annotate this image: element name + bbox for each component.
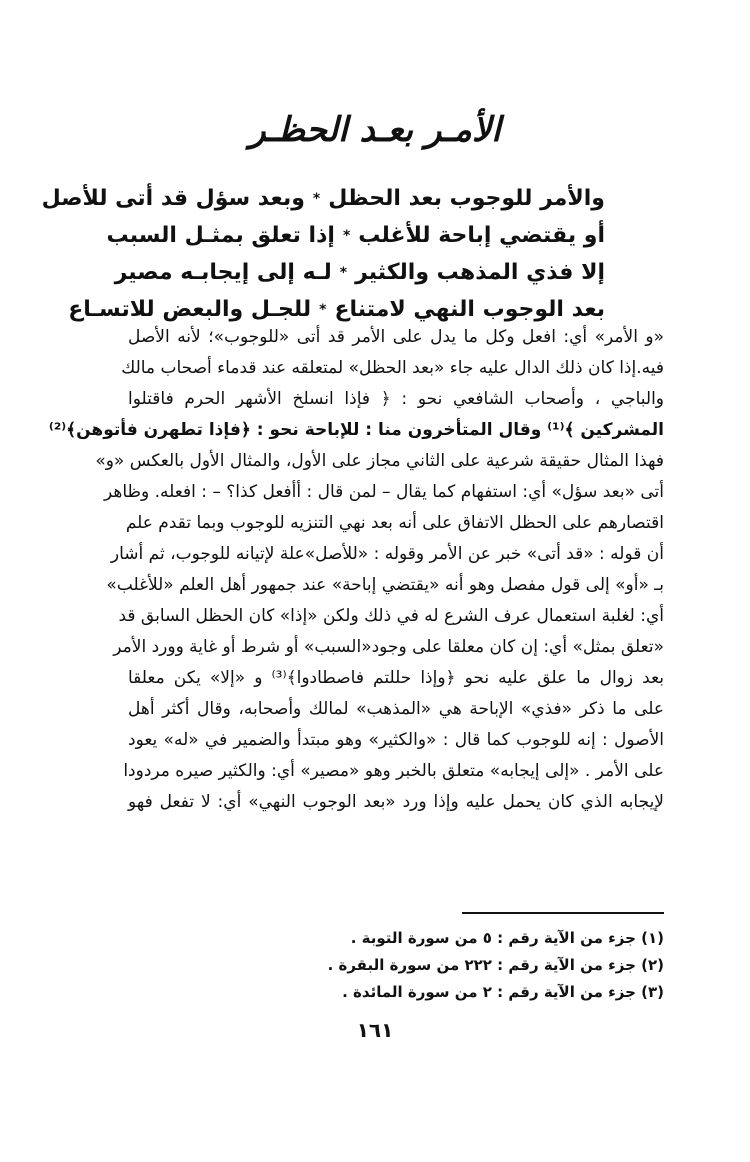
footnote-item: (٢) جزء من الآية رقم : ٢٢٢ من سورة البقرة . (327, 956, 664, 974)
verse-second-hemistich: وبعد سؤل قد أتى للأصل (41, 186, 305, 211)
body-line: «تعلق بمثل» أي: إن كان معلقا على وجود«السبب» أو شرط أو غاية وورد الأمر (113, 637, 664, 657)
body-line: بعد زوال ما علق عليه نحو ﴿وإذا حللتم فاصطادوا﴾⁽³⁾ و «إلا» يكن معلقا (128, 668, 665, 688)
footnote-item: (٣) جزء من الآية رقم : ٢ من سورة المائدة . (342, 983, 664, 1001)
verse-first-hemistich: أو يقتضي إباحة للأغلب (358, 223, 605, 248)
verse-first-hemistich: بعد الوجوب النهي لامتناع (334, 297, 605, 322)
body-line: والباجي ، وأصحاب الشافعي نحو : ﴿ فإذا انسلخ الأشهر الحرم فاقتلوا (128, 389, 664, 409)
body-line: المشركين ﴾⁽¹⁾ وقال المتأخرون منا : للإباحة نحو : ﴿فإذا تطهرن فأتوهن﴾⁽²⁾ (48, 420, 664, 440)
body-line: أن قوله : «قد أتى» خبر عن الأمر وقوله : «للأصل»علة لإتيانه للوجوب، ثم أشار (110, 544, 664, 564)
body-line: على الأمر . «إلى إيجابه» متعلق بالخبر وهو «مصير» أي: والكثير صيره مردودا (123, 761, 664, 781)
verse-line (106, 217, 605, 254)
footnotes (264, 925, 664, 1006)
verse-line (41, 180, 605, 217)
body-line: فيه.إذا كان ذلك الدال عليه جاء «بعد الحظل» لمتعلقه عند قدماء أصحاب مالك (121, 358, 664, 378)
body-line: على ما ذكر «فذي» الإباحة هي «المذهب» لمالك وأصحابه، وقال أكثر أهل (128, 699, 664, 719)
body-line: اقتصارهم على الحظل الاتفاق على أنه بعد نهي التنزيه للوجوب وبما تقدم علم (125, 513, 664, 533)
verse-separator-star: * (342, 227, 351, 244)
body-line: أي: لغلبة استعمال عرف الشرع له في ذلك ولكن «إذا» كان الحظل السابق قد (118, 606, 664, 626)
footnote-divider (462, 912, 664, 914)
verse-second-hemistich: لـه إلى إيجابـه مصير (114, 260, 332, 285)
verse-second-hemistich: إذا تعلق بمثـل السبب (106, 223, 335, 248)
chapter-title: الأمـر بعـد الحظـر (249, 110, 501, 150)
verse-first-hemistich: إلا فذي المذهب والكثير (355, 260, 605, 285)
verse-separator-star: * (312, 190, 321, 207)
page-number: ١٦١ (356, 1018, 394, 1042)
body-line: لإيجابه الذي كان يحمل عليه وإذا ورد «بعد الوجوب النهي» أي: لا تفعل فهو (128, 792, 664, 812)
verse-separator-star: * (319, 301, 327, 318)
body-line: «و الأمر» أي: افعل وكل ما يدل على الأمر قد أتى «للوجوب»؛ لأنه الأصل (128, 327, 664, 347)
verse-line (114, 254, 605, 291)
body-line: أتى «بعد سؤل» أي: استفهام كما يقال – لمن قال : أأفعل كذا؟ – : افعله. وظاهر (103, 482, 664, 502)
commentary-body (48, 322, 665, 818)
body-line: فهذا المثال حقيقة شرعية على الثاني مجاز على الأول، والمثال الأول بالعكس «و» (95, 451, 664, 471)
verse-block (41, 180, 605, 328)
body-line: بـ «أو» إلى قول مفصل وهو أنه «يقتضي إباحة» عند جمهور أهل العلم «للأغلب» (106, 575, 664, 595)
body-line: الأصول : إنه للوجوب كما قال : «والكثير» وهو مبتدأ والضمير في «له» يعود (128, 730, 664, 750)
verse-second-hemistich: للجـل والبعض للاتسـاع (68, 297, 312, 322)
verse-separator-star: * (339, 264, 348, 281)
verse-first-hemistich: والأمر للوجوب بعد الحظل (328, 186, 605, 211)
footnote-item: (١) جزء من الآية رقم : ٥ من سورة التوبة . (350, 929, 664, 947)
